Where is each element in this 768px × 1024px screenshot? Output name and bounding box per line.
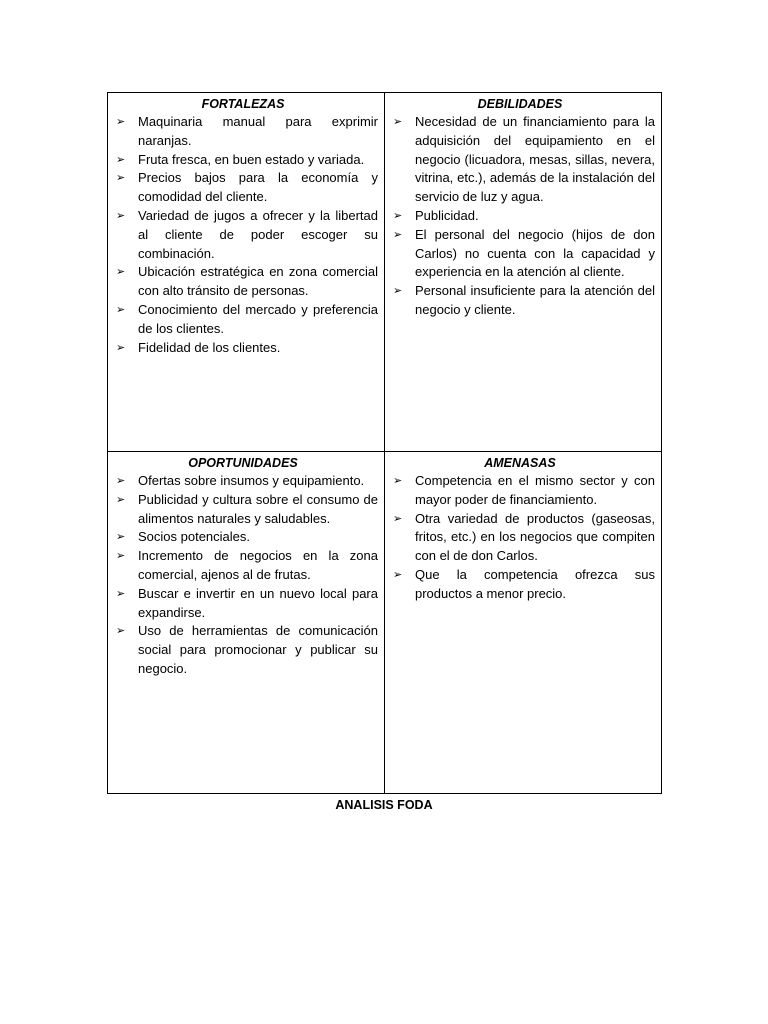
list-item: [116, 169, 378, 207]
arrow-bullet-icon: ➢: [116, 209, 126, 222]
arrow-bullet-icon: ➢: [393, 475, 403, 487]
list-item: [116, 339, 378, 358]
list-item-text: El personal del negocio (hijos de don Carlos) no cuenta con la capacidad y experiencia en la atención al cliente.: [415, 226, 655, 280]
quadrant-title-amenasas: AMENASAS: [484, 456, 556, 470]
list-item-text: Que la competencia ofrezca sus productos a menor precio.: [415, 566, 655, 601]
list-item: [393, 226, 655, 282]
debilidades-list: [393, 113, 655, 320]
arrow-bullet-icon: ➢: [393, 568, 403, 581]
list-item: [393, 207, 655, 226]
list-item-text: Fruta fresca, en buen estado y variada.: [138, 151, 365, 167]
list-item-text: Publicidad.: [415, 207, 479, 223]
arrow-bullet-icon: ➢: [393, 116, 403, 128]
list-item-text: Uso de herramientas de comunicación social para promocionar y publicar su negocio.: [138, 623, 378, 676]
quadrant-title-oportunidades: OPORTUNIDADES: [188, 456, 298, 470]
oportunidades-list: [116, 472, 378, 679]
list-item: [393, 472, 655, 510]
list-item: [116, 622, 378, 678]
list-item: [393, 113, 655, 207]
quadrant-title-fortalezas: FORTALEZAS: [201, 97, 285, 111]
arrow-bullet-icon: ➢: [116, 587, 126, 600]
list-item-text: Maquinaria manual para exprimir naranjas.: [138, 114, 378, 148]
list-item-text: Conocimiento del mercado y preferencia de los clientes.: [138, 301, 378, 336]
quadrant-amenasas: [385, 452, 661, 793]
quadrant-debilidades: [385, 93, 661, 452]
arrow-bullet-icon: ➢: [393, 512, 403, 525]
list-item: [116, 528, 378, 547]
quadrant-title-debilidades: DEBILIDADES: [477, 97, 563, 111]
list-item: [116, 585, 378, 623]
fortalezas-list: [116, 113, 378, 357]
list-item: [393, 282, 655, 320]
list-item: [116, 113, 378, 151]
arrow-bullet-icon: ➢: [116, 493, 126, 506]
arrow-bullet-icon: ➢: [116, 172, 126, 185]
amenasas-list: [393, 472, 655, 604]
arrow-bullet-icon: ➢: [116, 153, 126, 166]
list-item: [393, 566, 655, 604]
quadrant-oportunidades: [108, 452, 385, 793]
arrow-bullet-icon: ➢: [116, 550, 126, 563]
list-item-text: Ubicación estratégica en zona comercial con alto tránsito de personas.: [138, 264, 378, 299]
list-item-text: Incremento de negocios en la zona comercial, ajenos al de frutas.: [138, 548, 378, 582]
list-item-text: Competencia en el mismo sector y con mayor poder de financiamiento.: [415, 473, 655, 507]
list-item: [116, 151, 378, 170]
list-item-text: Buscar e invertir en un nuevo local para expandirse.: [138, 585, 378, 620]
arrow-bullet-icon: ➢: [116, 116, 126, 128]
list-item-text: Fidelidad de los clientes.: [138, 339, 281, 355]
arrow-bullet-icon: ➢: [393, 228, 403, 241]
list-item: [116, 491, 378, 529]
list-item: [116, 472, 378, 491]
arrow-bullet-icon: ➢: [116, 531, 126, 544]
arrow-bullet-icon: ➢: [116, 266, 126, 279]
list-item-text: Variedad de jugos a ofrecer y la libertad al cliente de poder escoger su combinación.: [138, 207, 378, 261]
list-item: [116, 301, 378, 339]
list-item-text: Personal insuficiente para la atención del negocio y cliente.: [415, 283, 655, 317]
list-item: [393, 510, 655, 566]
arrow-bullet-icon: ➢: [116, 341, 126, 354]
list-item-text: Socios potenciales.: [138, 529, 251, 545]
list-item-text: Ofertas sobre insumos y equipamiento.: [138, 473, 365, 488]
document-caption: ANALISIS FODA: [335, 798, 433, 812]
list-item: [116, 263, 378, 301]
arrow-bullet-icon: ➢: [116, 303, 126, 316]
foda-table: [107, 92, 662, 794]
arrow-bullet-icon: ➢: [116, 625, 126, 638]
quadrant-fortalezas: [108, 93, 385, 452]
list-item-text: Precios bajos para la economía y comodidad del cliente.: [138, 170, 378, 205]
arrow-bullet-icon: ➢: [393, 285, 403, 298]
list-item-text: Necesidad de un financiamiento para la adquisición del equipamiento en el negocio (licuadora, mesas, sillas, nevera, vitrina, etc.), además de la instalación del servicio de luz y agua.: [415, 114, 655, 205]
list-item: [116, 547, 378, 585]
arrow-bullet-icon: ➢: [116, 475, 126, 487]
list-item: [116, 207, 378, 263]
list-item-text: Otra variedad de productos (gaseosas, fritos, etc.) en los negocios que compiten con el de don Carlos.: [415, 510, 655, 564]
arrow-bullet-icon: ➢: [393, 209, 403, 222]
list-item-text: Publicidad y cultura sobre el consumo de alimentos naturales y saludables.: [138, 491, 378, 526]
